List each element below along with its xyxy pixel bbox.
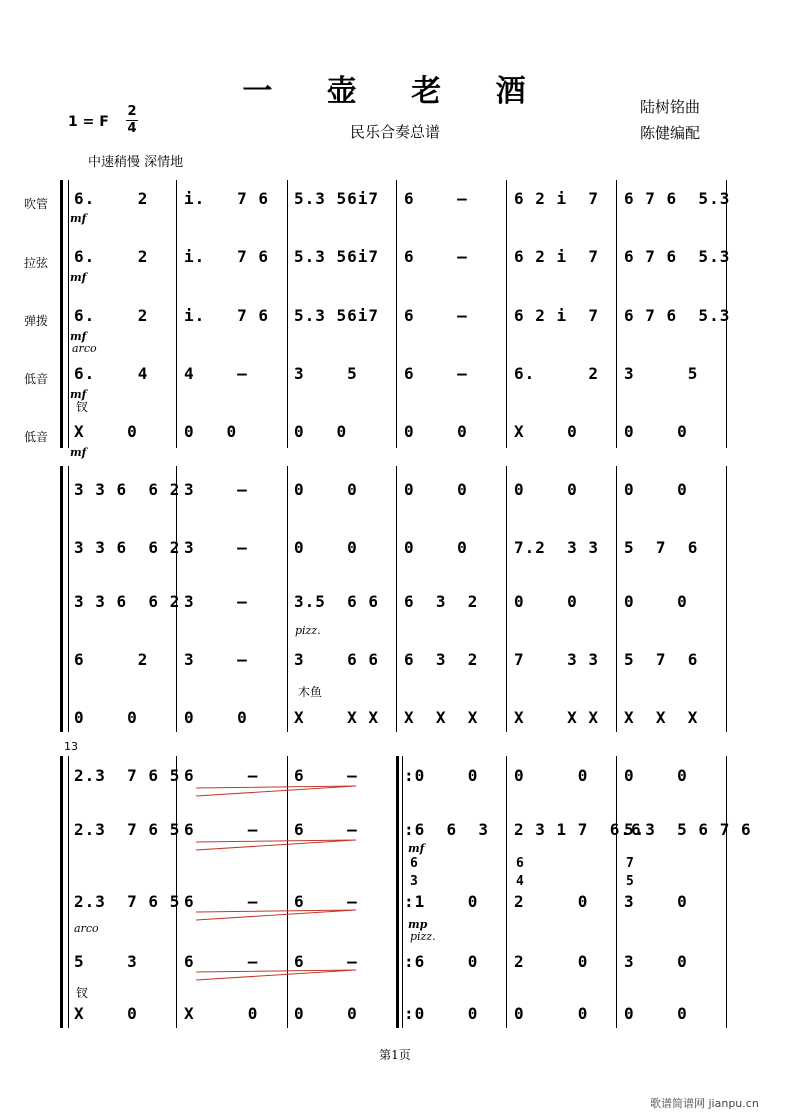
- s2-plucked-m1: 3 3 6 6 2: [74, 592, 181, 611]
- s2-plucked-m5: 0 0: [514, 592, 578, 611]
- system2-brace: [60, 466, 63, 732]
- system1-barline: [506, 180, 507, 448]
- s1-plucked-m2: i. 7 6: [184, 306, 270, 325]
- system3-brace: [60, 756, 63, 1028]
- s2-plucked-m4: 6 3 2: [404, 592, 479, 611]
- s3-strings-m1: 2.3 7 6 5: [74, 820, 181, 839]
- s2-winds-m3: 0 0: [294, 480, 358, 499]
- time-signature-top: 2: [127, 104, 137, 119]
- s3-perc-m3: 0 0: [294, 1004, 358, 1023]
- s2-plucked-m2: 3 –: [184, 592, 248, 611]
- instrument-label-bass: 低音: [24, 372, 49, 386]
- s1-winds-m6: 6 7 6 5.3: [624, 189, 731, 208]
- s1-bass-m6: 3 5: [624, 364, 699, 383]
- s3-plucked-m3: 6 –: [294, 892, 358, 911]
- system3-end-barline: [726, 756, 727, 1028]
- woodblock-label: 木鱼: [298, 685, 323, 699]
- system3-repeat-barline: [396, 756, 399, 1028]
- s2-perc-m2: 0 0: [184, 708, 248, 727]
- system1-barline: [176, 180, 177, 448]
- instrument-label-winds: 吹管: [24, 197, 49, 211]
- s3-winds-m3: 6 –: [294, 766, 358, 785]
- s3-plucked-m2: 6 –: [184, 892, 259, 911]
- instrument-label-strings: 拉弦: [24, 256, 49, 270]
- system1-barline: [396, 180, 397, 448]
- s1-plucked-m5: 6 2 i 7: [514, 306, 600, 325]
- dynamic-mf: mf: [70, 271, 87, 284]
- dynamic-mf: mf: [70, 330, 87, 343]
- s3-strings-m3: 6 –: [294, 820, 358, 839]
- divisi-note: 5: [626, 874, 635, 889]
- dynamic-mf: mf: [70, 388, 87, 401]
- s2-bass-m3: 3 6 6: [294, 650, 380, 669]
- s1-perc-m4: 0 0: [404, 422, 468, 441]
- divisi-note: 4: [516, 874, 525, 889]
- s1-perc-m3: 0 0: [294, 422, 348, 441]
- s1-bass-m2: 4 –: [184, 364, 248, 383]
- s3-plucked-m1: 2.3 7 6 5: [74, 892, 181, 911]
- arranger-credit: 陈健编配: [640, 124, 701, 142]
- cymbal-label: 钗: [76, 986, 89, 1000]
- system1-brace: [60, 180, 63, 448]
- s1-bass-m1: 6. 4: [74, 364, 149, 383]
- s2-strings-m3: 0 0: [294, 538, 358, 557]
- s2-strings-m4: 0 0: [404, 538, 468, 557]
- arco-marking: arco: [72, 342, 97, 355]
- time-signature-bottom: 4: [127, 121, 137, 136]
- pizz-marking: pizz.: [410, 930, 436, 943]
- system3-start-barline: [68, 756, 69, 1028]
- s1-strings-m6: 6 7 6 5.3: [624, 247, 731, 266]
- instrument-label-percussion: 低音: [24, 430, 49, 444]
- system2-end-barline: [726, 466, 727, 732]
- system2-barline: [506, 466, 507, 732]
- s1-winds-m5: 6 2 i 7: [514, 189, 600, 208]
- s1-strings-m4: 6 –: [404, 247, 468, 266]
- s3-perc-m4: :0 0: [404, 1004, 479, 1023]
- s3-bass-m6: 3 0: [624, 952, 688, 971]
- s2-bass-m1: 6 2: [74, 650, 149, 669]
- score-subtitle: 民乐合奏总谱: [349, 123, 440, 141]
- s2-bass-m6: 5 7 6: [624, 650, 699, 669]
- dynamic-mf: mf: [408, 842, 425, 855]
- s2-winds-m6: 0 0: [624, 480, 688, 499]
- divisi-note: 6: [516, 856, 525, 871]
- s3-bass-m1: 5 3: [74, 952, 138, 971]
- s1-plucked-m6: 6 7 6 5.3: [624, 306, 731, 325]
- s1-bass-m3: 3 5: [294, 364, 358, 383]
- s3-strings-m5: 2 3 1 7 6.6: [514, 820, 642, 839]
- s2-bass-m4: 6 3 2: [404, 650, 479, 669]
- s3-strings-m4: :6 6 3: [404, 820, 490, 839]
- dynamic-mp: mp: [408, 918, 428, 931]
- s1-winds-m1: 6. 2: [74, 189, 149, 208]
- s3-winds-m6: 0 0: [624, 766, 688, 785]
- arco-marking: arco: [74, 922, 99, 935]
- s2-strings-m6: 5 7 6: [624, 538, 699, 557]
- s1-strings-m3: 5.3 56i7: [294, 247, 380, 266]
- s3-winds-m1: 2.3 7 6 5: [74, 766, 181, 785]
- s3-bass-m4: :6 0: [404, 952, 479, 971]
- pizz-marking: pizz.: [295, 624, 321, 637]
- s3-plucked-m4: :1 0: [404, 892, 479, 911]
- score-title: 一 壶 老 酒: [242, 74, 548, 109]
- s2-plucked-m3: 3.5 6 6: [294, 592, 380, 611]
- s3-winds-m4: :0 0: [404, 766, 479, 785]
- dynamic-mf: mf: [70, 446, 87, 459]
- s1-winds-m4: 6 –: [404, 189, 468, 208]
- s1-bass-m4: 6 –: [404, 364, 468, 383]
- s1-perc-m1: X 0: [74, 422, 138, 441]
- system1-start-barline: [68, 180, 69, 448]
- system3-repeat-barline-thin: [402, 756, 403, 1028]
- s1-strings-m5: 6 2 i 7: [514, 247, 600, 266]
- s3-winds-m5: 0 0: [514, 766, 589, 785]
- dynamic-mf: mf: [70, 212, 87, 225]
- system1-barline: [616, 180, 617, 448]
- bar-number: 13: [64, 740, 78, 753]
- s1-bass-m5: 6. 2: [514, 364, 600, 383]
- s1-strings-m1: 6. 2: [74, 247, 149, 266]
- s3-strings-m2: 6 –: [184, 820, 259, 839]
- s3-perc-m5: 0 0: [514, 1004, 589, 1023]
- s1-plucked-m3: 5.3 56i7: [294, 306, 380, 325]
- system1-barline: [287, 180, 288, 448]
- s3-plucked-m6: 3 0: [624, 892, 688, 911]
- divisi-note: 3: [410, 874, 419, 889]
- s2-bass-m5: 7 3 3: [514, 650, 600, 669]
- key-signature: 1 = F: [68, 114, 109, 130]
- s2-strings-m2: 3 –: [184, 538, 248, 557]
- s2-plucked-m6: 0 0: [624, 592, 688, 611]
- s1-perc-m6: 0 0: [624, 422, 688, 441]
- system2-barline: [396, 466, 397, 732]
- instrument-label-plucked: 弹拨: [24, 314, 49, 328]
- s3-bass-m2: 6 –: [184, 952, 259, 971]
- time-signature: [126, 104, 138, 137]
- s2-perc-m3: X X X: [294, 708, 380, 727]
- s2-winds-m5: 0 0: [514, 480, 578, 499]
- s2-perc-m5: X X X: [514, 708, 600, 727]
- system2-barline: [616, 466, 617, 732]
- system2-start-barline: [68, 466, 69, 732]
- s3-strings-m6: 5.3 5 6 7 6: [624, 820, 752, 839]
- s2-winds-m2: 3 –: [184, 480, 248, 499]
- s2-strings-m5: 7.2 3 3: [514, 538, 600, 557]
- s2-perc-m1: 0 0: [74, 708, 138, 727]
- s2-bass-m2: 3 –: [184, 650, 248, 669]
- s1-perc-m2: 0 0: [184, 422, 238, 441]
- s3-bass-m5: 2 0: [514, 952, 589, 971]
- system2-barline: [287, 466, 288, 732]
- s3-bass-m3: 6 –: [294, 952, 358, 971]
- page-number: 第1页: [379, 1048, 411, 1062]
- divisi-note: 6: [410, 856, 419, 871]
- s1-strings-m2: i. 7 6: [184, 247, 270, 266]
- system3-barline: [506, 756, 507, 1028]
- cymbal-label: 钗: [76, 400, 89, 414]
- s2-perc-m4: X X X: [404, 708, 479, 727]
- system3-barline: [616, 756, 617, 1028]
- s2-strings-m1: 3 3 6 6 2: [74, 538, 181, 557]
- s3-plucked-m5: 2 0: [514, 892, 589, 911]
- composer-credit: 陆树铭曲: [640, 98, 701, 116]
- s2-winds-m4: 0 0: [404, 480, 468, 499]
- s3-perc-m2: X 0: [184, 1004, 259, 1023]
- divisi-note: 7: [626, 856, 635, 871]
- site-watermark: 歌谱简谱网 jianpu.cn: [650, 1097, 759, 1110]
- tempo-marking: 中速稍慢 深情地: [88, 155, 184, 170]
- s1-plucked-m1: 6. 2: [74, 306, 149, 325]
- s2-winds-m1: 3 3 6 6 2: [74, 480, 181, 499]
- s1-perc-m5: X 0: [514, 422, 578, 441]
- s3-perc-m6: 0 0: [624, 1004, 688, 1023]
- s2-perc-m6: X X X: [624, 708, 699, 727]
- s1-winds-m3: 5.3 56i7: [294, 189, 380, 208]
- s3-winds-m2: 6 –: [184, 766, 259, 785]
- s1-winds-m2: i. 7 6: [184, 189, 270, 208]
- s3-perc-m1: X 0: [74, 1004, 138, 1023]
- s1-plucked-m4: 6 –: [404, 306, 468, 325]
